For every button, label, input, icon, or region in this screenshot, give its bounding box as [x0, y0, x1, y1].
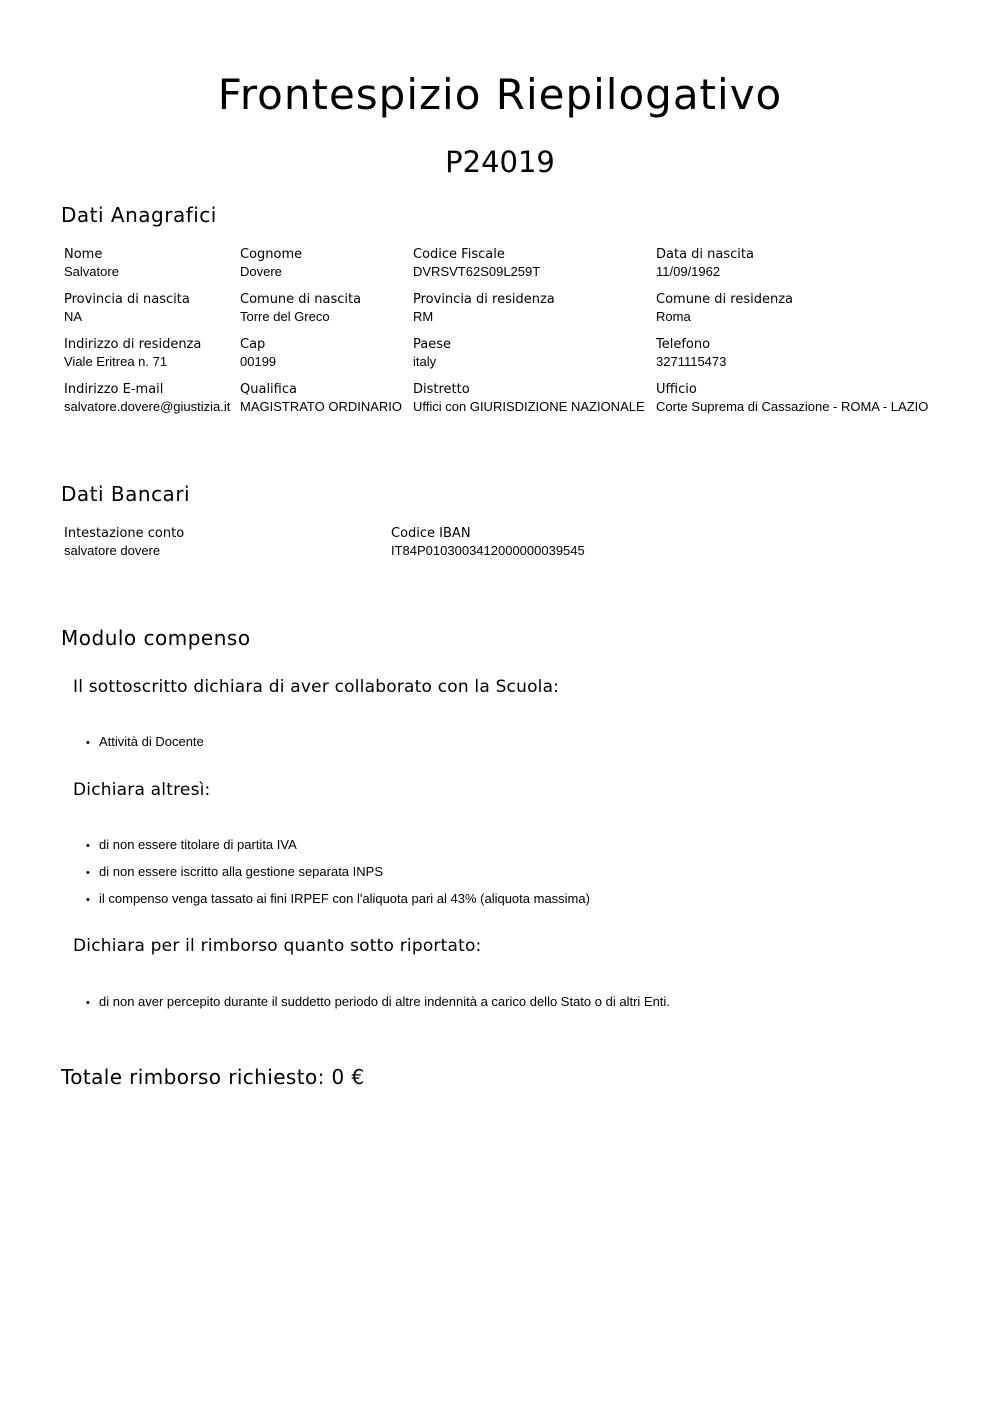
totale-rimborso: Totale rimborso richiesto: 0 €: [61, 1065, 365, 1089]
document-title: Frontespizio Riepilogativo: [217, 70, 783, 119]
list-item-text: Attività di Docente: [99, 734, 204, 749]
field-label: Indirizzo E-mail: [64, 382, 164, 397]
field-label: Paese: [413, 337, 451, 352]
field-label: Comune di residenza: [656, 292, 794, 307]
field-value: 3271115473: [656, 354, 727, 369]
altresi-list: [83, 836, 590, 917]
list-item-text: il compenso venga tassato ai fini IRPEF con l'aliquota pari al 43% (aliquota massima): [99, 891, 590, 906]
list-item: [83, 890, 590, 917]
field-value: Roma: [656, 309, 691, 324]
section-title-bancari: Dati Bancari: [61, 482, 191, 506]
field-iban: [391, 526, 585, 560]
list-item: [83, 836, 590, 863]
field-value: salvatore.dovere@giustizia.it: [64, 399, 231, 414]
field-value: italy: [413, 354, 437, 369]
field-label: Nome: [64, 247, 103, 262]
field-email: [64, 382, 230, 416]
field-value: 00199: [240, 354, 277, 369]
altresi-heading: Dichiara altresì:: [73, 780, 211, 800]
field-value: Torre del Greco: [240, 309, 330, 324]
field-label: Provincia di residenza: [413, 292, 555, 307]
field-label: Telefono: [656, 337, 711, 352]
field-distretto: [413, 382, 645, 416]
field-label: Cap: [240, 337, 266, 352]
field-value: Viale Eritrea n. 71: [64, 354, 168, 369]
list-item-text: di non aver percepito durante il suddetto periodo di altre indennità a carico dello Stato o di altri Enti.: [99, 994, 670, 1009]
bullet-icon: •: [86, 894, 90, 906]
field-value: IT84P0103003412000000039545: [391, 543, 585, 558]
list-item: [83, 863, 590, 890]
field-paese: [413, 337, 451, 371]
bullet-icon: •: [86, 867, 90, 879]
list-item: [83, 733, 204, 760]
field-comune-residenza: [656, 292, 793, 326]
field-qualifica: [240, 382, 402, 416]
field-label: Codice IBAN: [391, 526, 471, 541]
field-value: DVRSVT62S09L259T: [413, 264, 541, 279]
field-label: Cognome: [240, 247, 303, 262]
collaborazione-list: [83, 733, 204, 760]
field-value: RM: [413, 309, 434, 324]
field-value: NA: [64, 309, 83, 324]
list-item: [83, 993, 670, 1020]
field-intestazione-conto: [64, 526, 184, 560]
rimborso-list: [83, 993, 670, 1020]
bullet-icon: •: [86, 997, 90, 1009]
list-item-text: di non essere titolare di partita IVA: [99, 837, 297, 852]
field-label: Data di nascita: [656, 247, 754, 262]
field-value: MAGISTRATO ORDINARIO: [240, 399, 403, 414]
field-cap: [240, 337, 276, 371]
field-value: Uffici con GIURISDIZIONE NAZIONALE: [413, 399, 645, 414]
field-label: Indirizzo di residenza: [64, 337, 202, 352]
collaborazione-heading: Il sottoscritto dichiara di aver collaborato con la Scuola:: [73, 677, 560, 697]
field-indirizzo-residenza: [64, 337, 201, 371]
section-title-compenso: Modulo compenso: [61, 626, 251, 650]
document-code: P24019: [445, 145, 555, 179]
field-label: Intestazione conto: [64, 526, 185, 541]
list-item-text: di non essere iscritto alla gestione separata INPS: [99, 864, 383, 879]
field-label: Qualifica: [240, 382, 297, 397]
bullet-icon: •: [86, 737, 90, 749]
field-provincia-nascita: [64, 292, 190, 326]
field-label: Provincia di nascita: [64, 292, 190, 307]
field-provincia-residenza: [413, 292, 555, 326]
field-label: Distretto: [413, 382, 470, 397]
field-label: Comune di nascita: [240, 292, 362, 307]
field-telefono: [656, 337, 726, 371]
field-cognome: [240, 247, 302, 281]
field-label: Codice Fiscale: [413, 247, 505, 262]
field-label: Ufficio: [656, 382, 697, 397]
field-data-nascita: [656, 247, 754, 281]
section-title-anagrafici: Dati Anagrafici: [61, 203, 217, 227]
bullet-icon: •: [86, 840, 90, 852]
field-nome: [64, 247, 119, 281]
field-value: Corte Suprema di Cassazione - ROMA - LAZIO: [656, 399, 929, 414]
field-comune-nascita: [240, 292, 361, 326]
field-value: 11/09/1962: [656, 264, 721, 279]
field-value: Dovere: [240, 264, 282, 279]
field-value: Salvatore: [64, 264, 119, 279]
field-codice-fiscale: [413, 247, 540, 281]
field-ufficio: [656, 382, 928, 416]
rimborso-heading: Dichiara per il rimborso quanto sotto riportato:: [73, 936, 482, 956]
field-value: salvatore dovere: [64, 543, 161, 558]
